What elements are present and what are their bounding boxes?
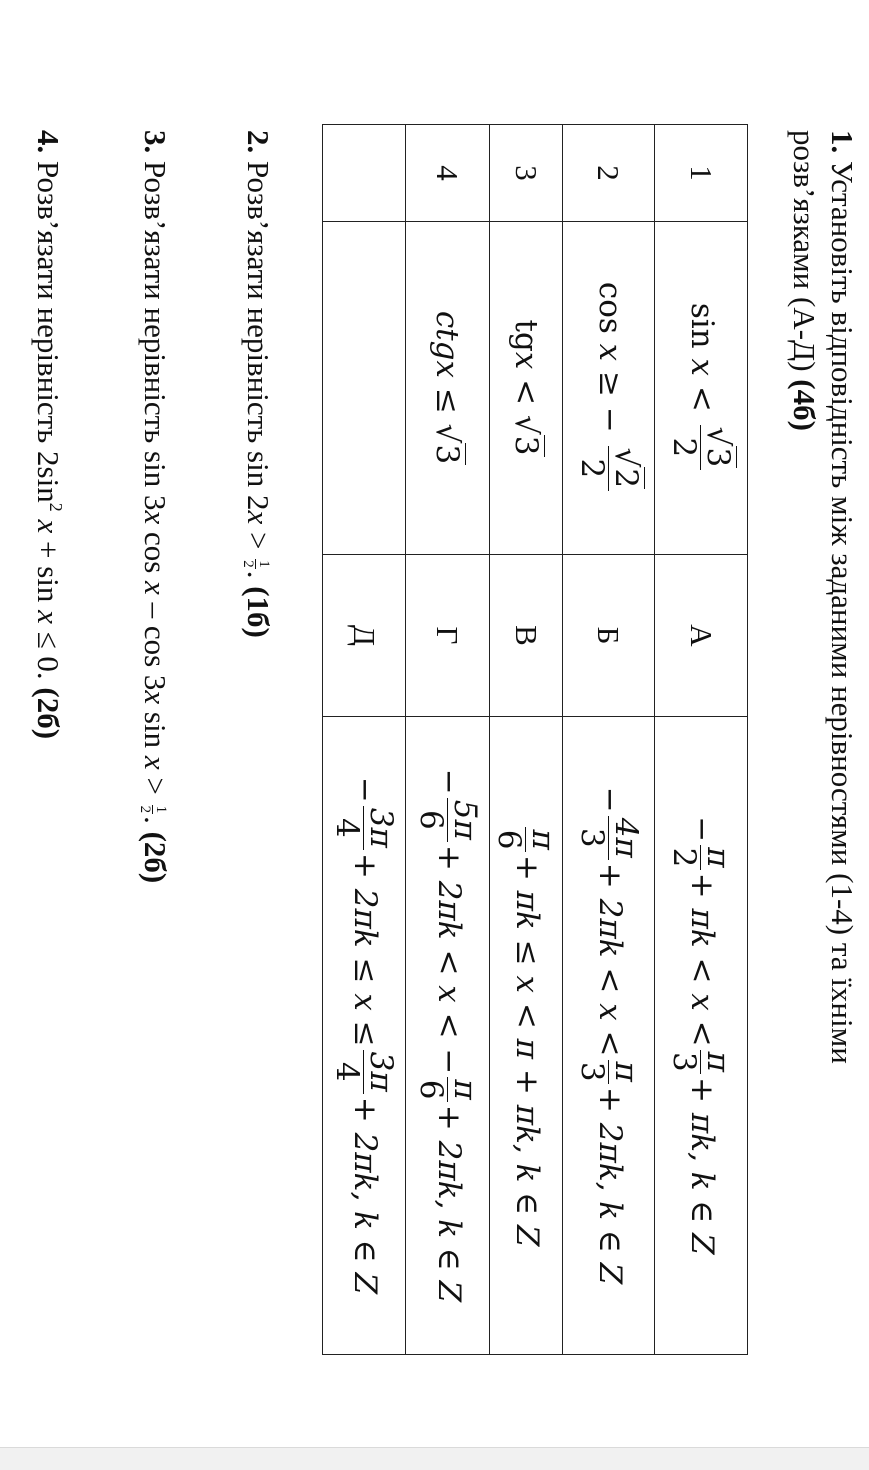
task3-line: 3. Розв’язати нерівність sin 3x cos x – cos 3x sin x > 1 2 . (2б): [136, 130, 173, 884]
row-letter: А: [655, 555, 748, 717]
row-number: 2: [563, 125, 655, 222]
task4-number: 4.: [31, 130, 66, 154]
row-number: 3: [490, 125, 563, 222]
solution-v: π 6 + πk ≤ x < π + πk, k ∈ Z: [490, 717, 563, 1355]
row-number: [323, 125, 406, 222]
solution-a: − π 2 + πk < x < π 3 + πk, k ∈ Z: [655, 717, 748, 1355]
row-letter: Д: [323, 555, 406, 717]
task2-text: Розв’язати нерівність sin 2: [241, 161, 276, 511]
task4-text: Розв’язати нерівність 2sin: [31, 161, 66, 503]
table-row: [563, 125, 655, 1355]
inequality-1: sin x < √3 2: [655, 222, 748, 555]
row-letter: В: [490, 555, 563, 717]
row-letter: Г: [406, 555, 490, 717]
task1-text-line1: Установіть відповідність між заданими нерівностями (1-4) та їхніми: [825, 161, 860, 1064]
task4-line: 4. Розв’язати нерівність $2\sin^2$ x + sin x ≤ 0. (2б): [31, 130, 66, 740]
task4-points: (2б): [31, 687, 66, 740]
task1-heading-line2: [787, 130, 821, 431]
table-row: [490, 125, 563, 1355]
task3-number: 3.: [138, 130, 173, 154]
inequality-2: cos x ≥ − √2 2: [563, 222, 655, 555]
viewer-bottom-bar: [0, 1447, 869, 1470]
solution-g: − 5π 6 + 2πk < x < − π 6 + 2πk, k ∈ Z: [406, 717, 490, 1355]
inequality-empty: [323, 222, 406, 555]
inequality-4: ctgx ≤ √3: [406, 222, 490, 555]
task1-heading-line1: [825, 130, 859, 1064]
row-number: 4: [406, 125, 490, 222]
solution-b: − 4π 3 + 2πk < x < π 3 + 2πk, k ∈ Z: [563, 717, 655, 1355]
row-number: 1: [655, 125, 748, 222]
task2-number: 2.: [241, 130, 276, 154]
solution-d: − 3π 4 + 2πk ≤ x ≤ 3π 4 + 2πk, k ∈ Z: [323, 717, 406, 1355]
task2-line: 2. Розв’язати нерівність sin 2x > 1 2 . (1б): [239, 130, 276, 638]
task2-points: (1б): [241, 586, 276, 638]
task1-text-line2: розв’язками (А-Д): [787, 130, 822, 372]
task3-points: (2б): [138, 831, 173, 884]
matching-table: [322, 124, 748, 1355]
task1-points: (4б): [787, 379, 822, 431]
inequality-3: tgx < √3: [490, 222, 563, 555]
task3-text: Розв’язати нерівність sin 3: [138, 161, 173, 511]
table-row: [323, 125, 406, 1355]
table-row: [406, 125, 490, 1355]
task1-number: 1.: [825, 130, 860, 154]
table-row: [655, 125, 748, 1355]
row-letter: Б: [563, 555, 655, 717]
